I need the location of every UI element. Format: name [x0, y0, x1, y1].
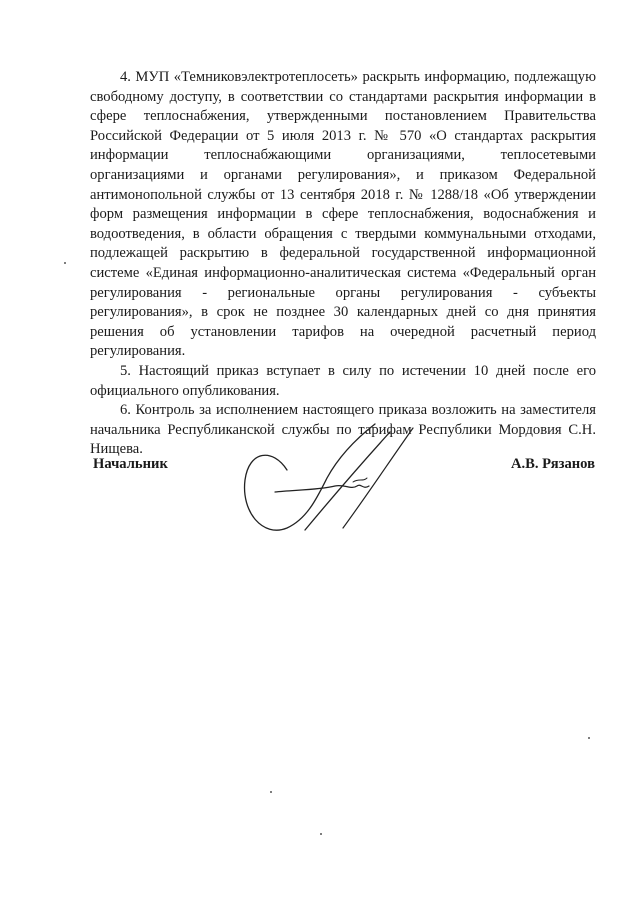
- handwritten-signature: [235, 420, 425, 545]
- scan-speck: [64, 262, 66, 264]
- scan-speck: [270, 791, 272, 793]
- paragraph-5: 5. Настоящий приказ вступает в силу по истечении 10 дней после его официального опубликования.: [90, 362, 596, 399]
- paragraph-6: 6. Контроль за исполнением настоящего приказа возложить на заместителя начальника Республиканской службы по тарифам Республики Мордовия С.Н. Нищева.: [90, 402, 596, 458]
- signer-title: Начальник: [93, 456, 168, 472]
- scan-speck: [588, 737, 590, 739]
- scan-speck: [320, 833, 322, 835]
- document-body: [90, 68, 596, 460]
- signer-name: А.В. Рязанов: [510, 456, 595, 472]
- paragraph-4: 4. МУП «Темниковэлектротеплосеть» раскрыть информацию, подлежащую свободному доступу, в соответствии со стандартами раскрытия информации в сфере теплоснабжения, утвержденными постановлением Правительства Российской Федерации от 5 июля 2013 г. № 570 «О стандартах раскрытия информации теплоснабжающими организациями, теплосетевыми организациями и органами регулирования», и приказом Федеральной антимонопольной службы от 13 сентября 2018 г. № 1288/18 «Об утверждении форм размещения информации в сфере теплоснабжения, водоснабжения и водоотведения, в области обращения с твердыми коммунальными отходами, подлежащей раскрытию в федеральной государственной информационной системе «Единая информационно-аналитическая система «Федеральный орган регулирования - региональные органы регулирования - субъекты регулирования», в срок не позднее 30 календарных дней со дня принятия решения об установлении тарифов на очередной расчетный период регулирования.: [90, 69, 596, 360]
